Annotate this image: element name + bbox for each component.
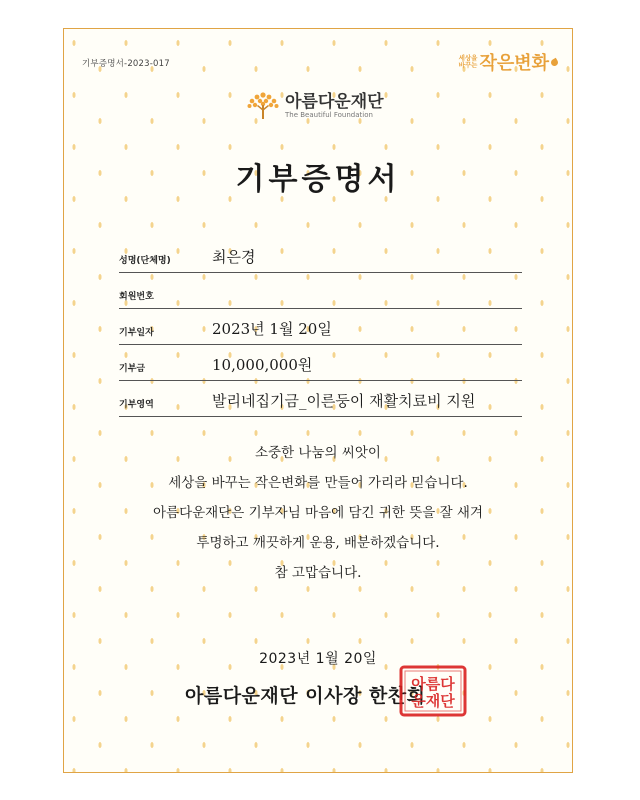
signature-date: 2023년 1월 20일 [259, 651, 377, 667]
field-value: 10,000,000원 [212, 356, 313, 374]
page-title: 기부증명서 [235, 162, 401, 197]
tree-icon [246, 91, 280, 121]
donation-details [119, 237, 522, 417]
official-seal [399, 665, 467, 717]
field-member-number [119, 273, 522, 309]
signatory-name: 아름다운재단 이사장 한찬희 [185, 685, 426, 707]
field-value: 최은경 [212, 248, 256, 266]
slogan-logo [459, 49, 558, 75]
field-donation-amount [119, 345, 522, 381]
foundation-logo [246, 91, 384, 121]
field-donor-name [119, 237, 522, 273]
logo-korean-name: 아름다운재단 [285, 91, 384, 112]
field-label: 회원번호 [119, 292, 154, 302]
document-number: 기부증명서-2023-017 [82, 59, 170, 69]
field-label: 기부일자 [119, 328, 154, 338]
field-value: 2023년 1월 20일 [212, 320, 332, 338]
field-donation-area [119, 381, 522, 417]
slogan-big-text: 작은변화 [479, 53, 549, 74]
message-line: 아름다운재단은 기부자님 마음에 담긴 귀한 뜻을 잘 새겨 [153, 505, 483, 521]
leaf-icon [550, 57, 560, 67]
logo-english-name: The Beautiful Foundation [285, 110, 373, 119]
field-value: 발리네집기금_이른둥이 재활치료비 지원 [212, 392, 476, 410]
seal-text-top: 아름다 [411, 675, 455, 693]
message-line: 참 고맙습니다. [274, 565, 362, 581]
slogan-small-line-1: 세상을 [458, 53, 478, 62]
message-line: 투명하고 깨끗하게 운용, 배분하겠습니다. [196, 535, 440, 551]
seal-text-bottom: 운재단 [411, 692, 455, 710]
thank-you-message [64, 438, 572, 588]
field-label: 성명(단체명) [119, 256, 171, 266]
field-donation-date [119, 309, 522, 345]
message-line: 소중한 나눔의 씨앗이 [255, 445, 381, 461]
slogan-small-text [459, 55, 478, 70]
slogan-small-line-2: 바꾸는 [458, 61, 478, 69]
message-line: 세상을 바꾸는 작은변화를 만들어 가리라 믿습니다. [168, 475, 468, 491]
certificate-frame [63, 28, 573, 773]
field-label: 기부영역 [119, 400, 154, 410]
field-label: 기부금 [119, 364, 146, 374]
